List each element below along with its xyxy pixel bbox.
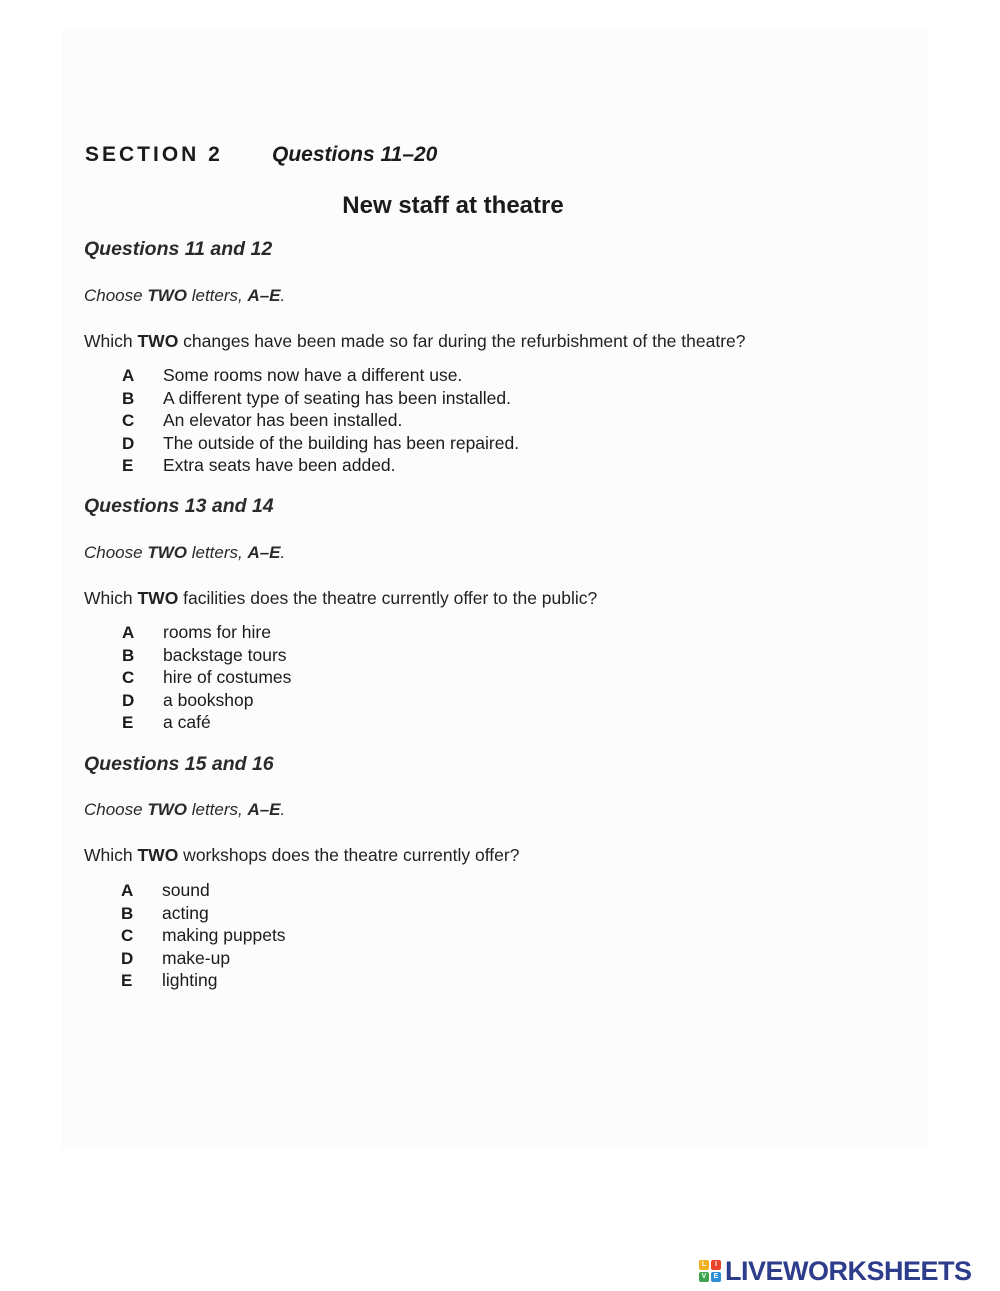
option-c <box>121 924 286 947</box>
option-d <box>122 432 519 455</box>
questions-range: Questions 11–20 <box>272 143 438 166</box>
instruction-range: A–E <box>247 800 281 819</box>
group-heading: Questions 11 and 12 <box>84 238 273 260</box>
option-a <box>122 621 291 644</box>
option-text: Some rooms now have a different use. <box>163 365 463 385</box>
option-text: sound <box>162 880 210 900</box>
option-list <box>122 364 519 477</box>
option-b <box>121 902 286 925</box>
option-b <box>122 387 519 410</box>
option-letter: C <box>121 926 134 945</box>
option-letter: A <box>122 366 135 385</box>
group-heading: Questions 13 and 14 <box>84 495 274 517</box>
option-d <box>122 689 291 712</box>
logo-tile: E <box>711 1272 721 1282</box>
group-heading: Questions 15 and 16 <box>84 753 274 775</box>
option-letter: C <box>122 411 135 430</box>
option-text: make-up <box>162 947 231 968</box>
option-text: acting <box>162 902 209 923</box>
instruction-prefix: Choose <box>84 800 148 819</box>
stem-two: TWO <box>137 845 179 865</box>
instruction-mid: letters, <box>186 800 248 819</box>
group-instruction <box>84 543 285 563</box>
option-letter: E <box>122 713 134 732</box>
option-text: An elevator has been installed. <box>163 410 403 430</box>
question-stem <box>84 845 519 866</box>
option-text: a café <box>163 712 211 732</box>
option-letter: A <box>121 881 134 900</box>
instruction-two: TWO <box>147 800 187 819</box>
instruction-two: TWO <box>147 543 187 562</box>
option-b <box>122 644 291 667</box>
option-letter: E <box>121 971 133 990</box>
logo-tile: I <box>711 1260 721 1270</box>
option-list <box>121 879 286 992</box>
page-title: New staff at theatre <box>342 192 564 219</box>
instruction-mid: letters, <box>186 543 248 562</box>
option-list <box>122 621 291 734</box>
instruction-prefix: Choose <box>84 286 148 305</box>
instruction-two: TWO <box>147 286 187 305</box>
question-stem <box>84 588 597 609</box>
question-stem <box>84 331 745 352</box>
stem-two: TWO <box>137 588 179 608</box>
option-letter: D <box>122 433 135 453</box>
instruction-end: . <box>280 286 286 305</box>
stem-rest: changes have been made so far during the refurbishment of the theatre? <box>178 331 746 351</box>
option-e <box>122 454 519 477</box>
option-letter: E <box>122 456 134 475</box>
option-text: a bookshop <box>163 689 254 710</box>
option-letter: C <box>122 668 135 687</box>
option-letter: B <box>121 903 134 923</box>
option-letter: D <box>122 690 135 710</box>
stem-two: TWO <box>137 331 179 351</box>
option-c <box>122 666 291 689</box>
brand-name: LIVEWORKSHEETS <box>725 1255 972 1286</box>
instruction-end: . <box>280 800 286 819</box>
instruction-range: A–E <box>247 286 281 305</box>
instruction-prefix: Choose <box>84 543 148 562</box>
option-text: rooms for hire <box>163 622 271 642</box>
option-letter: B <box>122 388 135 408</box>
instruction-range: A–E <box>247 543 281 562</box>
option-text: hire of costumes <box>163 667 292 687</box>
stem-rest: facilities does the theatre currently offer to the public? <box>178 588 598 608</box>
stem-prefix: Which <box>84 331 138 351</box>
option-e <box>122 711 291 734</box>
instruction-end: . <box>280 543 286 562</box>
option-letter: B <box>122 645 135 665</box>
group-instruction <box>84 286 285 306</box>
option-text: lighting <box>162 970 218 990</box>
stem-prefix: Which <box>84 588 138 608</box>
group-instruction <box>84 800 285 820</box>
option-letter: D <box>121 948 134 968</box>
logo-tile: L <box>699 1260 709 1270</box>
option-text: Extra seats have been added. <box>163 455 396 475</box>
instruction-mid: letters, <box>186 286 248 305</box>
option-a <box>122 364 519 387</box>
section-label: SECTION 2 <box>85 143 223 166</box>
option-a <box>121 879 286 902</box>
option-c <box>122 409 519 432</box>
stem-prefix: Which <box>84 845 138 865</box>
option-text: backstage tours <box>163 644 287 665</box>
stem-rest: workshops does the theatre currently offer? <box>178 845 520 865</box>
option-letter: A <box>122 623 135 642</box>
option-d <box>121 947 286 970</box>
liveworksheets-brand <box>699 1256 972 1286</box>
option-text: making puppets <box>162 925 286 945</box>
liveworksheets-logo-icon <box>699 1260 721 1282</box>
option-text: The outside of the building has been repaired. <box>163 432 520 453</box>
option-e <box>121 969 286 992</box>
logo-tile: V <box>699 1272 709 1282</box>
option-text: A different type of seating has been installed. <box>163 387 511 408</box>
